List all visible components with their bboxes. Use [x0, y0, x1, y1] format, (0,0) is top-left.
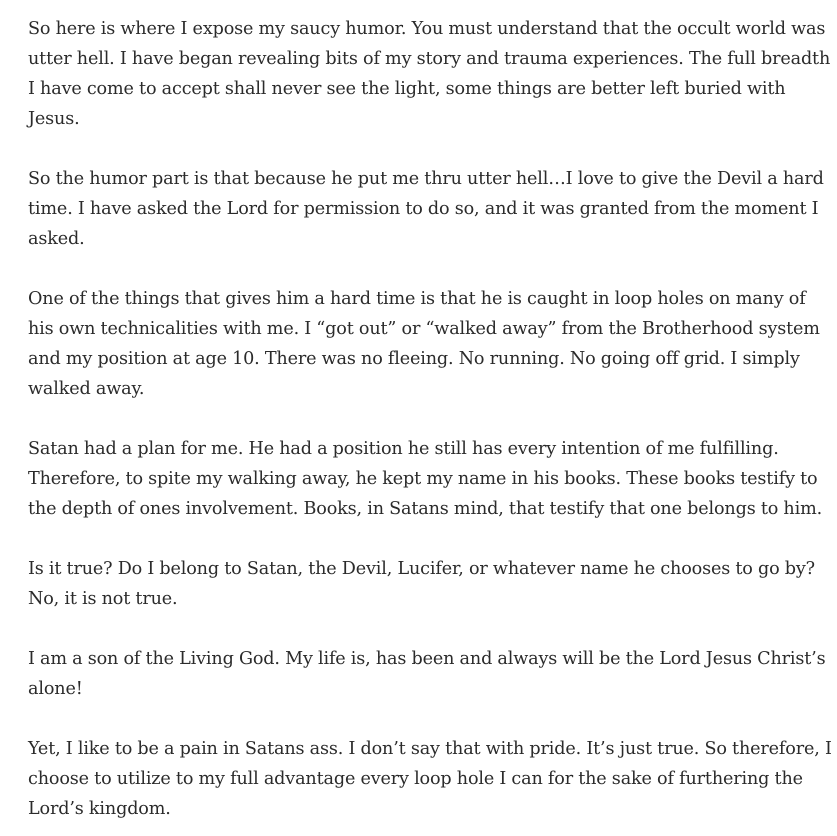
article-body [28, 14, 836, 824]
paragraph-5: Is it true? Do I belong to Satan, the Devil, Lucifer, or whatever name he chooses to go by? No, it is not true. [28, 559, 815, 609]
paragraph-6: I am a son of the Living God. My life is, has been and always will be the Lord Jesus Christ’s alone! [28, 649, 826, 699]
paragraph-4: Satan had a plan for me. He had a position he still has every intention of me fulfilling. Therefore, to spite my walking away, he kept my name in his books. These books testify to the depth of ones involvement. Books, in Satans mind, that testify that one belongs to him. [28, 439, 823, 519]
paragraph-7: Yet, I like to be a pain in Satans ass. I don’t say that with pride. It’s just true. So therefore, I choose to utilize to my full advantage every loop hole I can for the sake of furthering the Lord’s kingdom. [28, 739, 832, 819]
paragraph-2: So the humor part is that because he put me thru utter hell…I love to give the Devil a hard time. I have asked the Lord for permission to do so, and it was granted from the moment I asked. [28, 169, 824, 249]
paragraph-3: One of the things that gives him a hard time is that he is caught in loop holes on many of his own technicalities with me. I “got out” or “walked away” from the Brotherhood system and my position at age 10. There was no fleeing. No running. No going off grid. I simply walked away. [28, 289, 820, 399]
paragraph-1: So here is where I expose my saucy humor. You must understand that the occult world was utter hell. I have began revealing bits of my story and trauma experiences. The full breadth I have come to accept shall never see the light, some things are better left buried with Jesus. [28, 19, 831, 129]
